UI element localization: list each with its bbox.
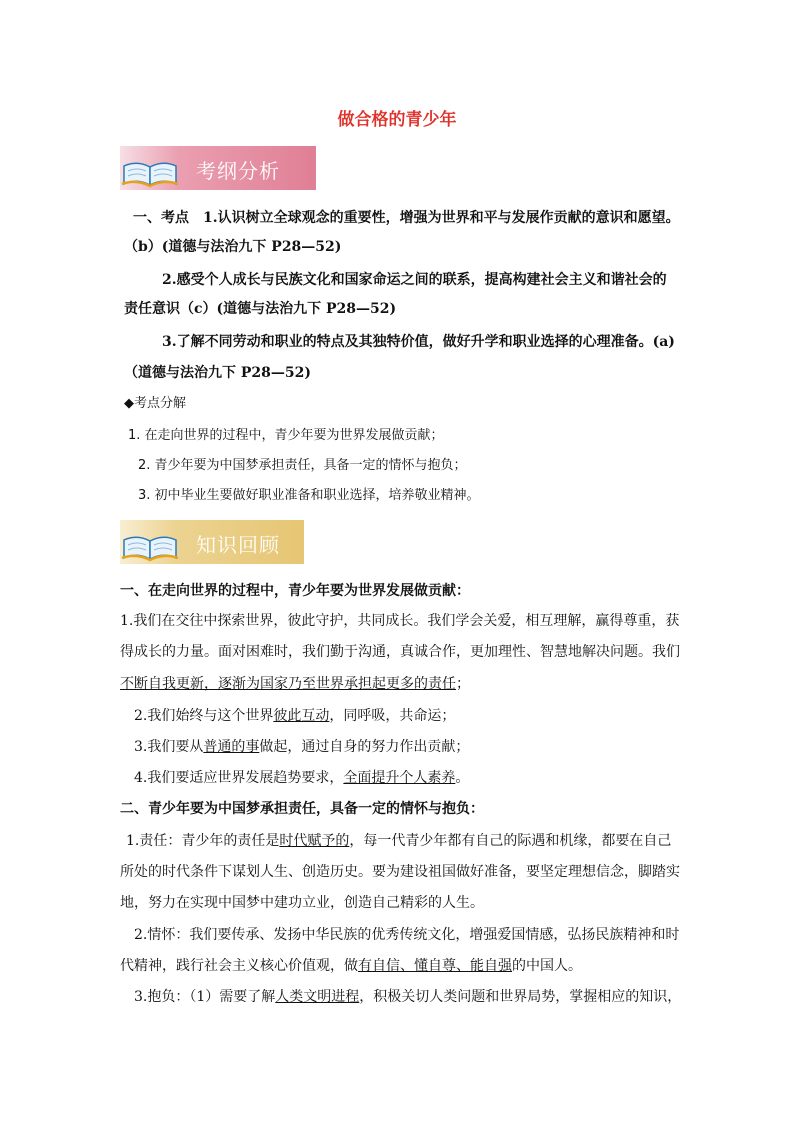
banner-label: 知识回顾 <box>196 533 280 557</box>
text: ，每一代青少年都有自己的际遇和机缘，都要在自己 <box>349 833 672 849</box>
outline-line: 一、考点 1.认识树立全球观念的重要性，增强为世界和平与发展作贡献的意识和愿望。 <box>133 210 680 226</box>
list-item: 1. 在走向世界的过程中，青少年要为世界发展做贡献； <box>128 428 444 443</box>
section-banner-review <box>120 520 304 564</box>
text: 代精神，践行社会主义核心价值观，做 <box>120 958 358 974</box>
open-book-icon <box>120 158 182 188</box>
paragraph-line: 所处的时代条件下谋划人生、创造历史。要为建设祖国做好准备，要坚定理想信念，脚踏实 <box>120 864 680 880</box>
underlined-text: 人类文明进程 <box>275 989 360 1005</box>
paragraph-line: 1.我们在交往中探索世界，彼此守护，共同成长。我们学会关爱，相互理解，赢得尊重，获 <box>120 613 680 629</box>
outline-line: （道德与法治九下 P28—52) <box>124 365 311 381</box>
text: 3.我们要从 <box>134 739 204 755</box>
text: 4.我们要适应世界发展趋势要求， <box>134 770 344 786</box>
paragraph-line <box>134 737 794 757</box>
paragraph-line <box>134 768 794 788</box>
underlined-text: 、 <box>456 958 470 974</box>
text: 3.抱负：（1）需要了解 <box>134 989 276 1005</box>
underlined-text: 全面提升个人素养 <box>343 770 456 786</box>
open-book-icon <box>120 532 182 562</box>
page-title: 做合格的青少年 <box>337 110 457 130</box>
text: ； <box>456 676 470 692</box>
breakdown-heading: ◆考点分解 <box>124 396 186 411</box>
underlined-text: 普通的事 <box>203 739 260 755</box>
underlined-text: 不断自我更新，逐渐为国家乃至世界承担起更多的责任 <box>120 676 456 692</box>
outline-line: 3.了解不同劳动和职业的特点及其独特价值，做好升学和职业选择的心理准备。(a) <box>162 334 675 350</box>
text: 的中国人。 <box>512 958 582 974</box>
paragraph-line <box>134 706 794 726</box>
text: 1.责任：青少年的责任是 <box>126 833 280 849</box>
text: ，积极关切人类问题和世界局势，掌握相应的知识， <box>359 989 682 1005</box>
paragraph-line: 2.情怀：我们要传承、发扬中华民族的优秀传统文化，增强爱国情感，弘扬民族精神和时 <box>134 927 680 943</box>
section-heading: 二、青少年要为中国梦承担责任，具备一定的情怀与抱负： <box>120 801 484 817</box>
list-item: 2. 青少年要为中国梦承担责任，具备一定的情怀与抱负； <box>138 458 467 473</box>
outline-line: （b）(道德与法治九下 P28—52) <box>124 239 342 255</box>
underlined-text: 彼此互动 <box>273 708 330 724</box>
underlined-text: 、 <box>400 958 414 974</box>
paragraph-line: 地，努力在实现中国梦中建功立业，创造自己精彩的人生。 <box>120 895 484 911</box>
paragraph-line <box>120 956 794 976</box>
text: 做起，通过自身的努力作出贡献； <box>259 739 470 755</box>
paragraph-line <box>120 674 794 694</box>
banner-label: 考纲分析 <box>196 159 280 183</box>
text: 2.我们始终与这个世界 <box>134 708 274 724</box>
paragraph-line: 得成长的力量。面对困难时，我们勤于沟通，真诚合作，更加理性、智慧地解决问题。我们 <box>120 644 680 660</box>
section-heading: 一、在走向世界的过程中，青少年要为世界发展做贡献： <box>120 583 470 599</box>
list-item: 3. 初中毕业生要做好职业准备和职业选择，培养敬业精神。 <box>138 488 480 503</box>
paragraph-line <box>126 831 794 851</box>
underlined-text: 时代赋予的 <box>279 833 350 849</box>
outline-line: 2.感受个人成长与民族文化和国家命运之间的联系，提高构建社会主义和谐社会的 <box>162 272 667 288</box>
text: ，同呼吸，共命运； <box>329 708 456 724</box>
outline-line: 责任意识（c）(道德与法治九下 P28—52) <box>124 301 397 317</box>
underlined-text: 有自信 <box>358 958 400 974</box>
underlined-text: 懂自尊 <box>414 958 456 974</box>
paragraph-line <box>134 987 794 1007</box>
underlined-text: 能自强 <box>470 958 512 974</box>
section-banner-outline <box>120 146 316 190</box>
text: 。 <box>455 770 470 786</box>
